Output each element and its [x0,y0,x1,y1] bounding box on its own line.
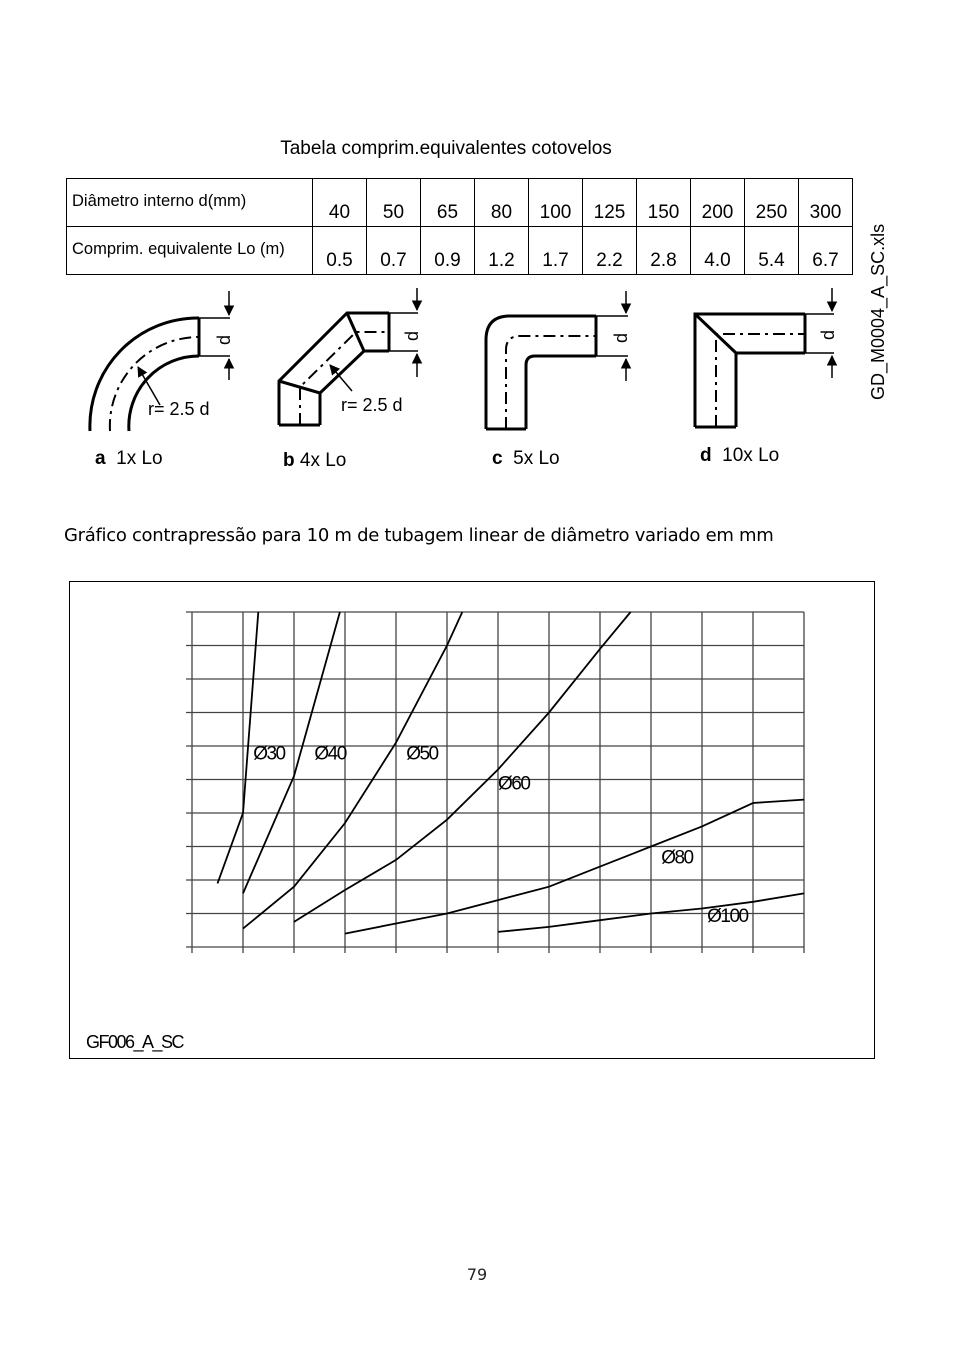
diameter-cell: 40 [313,179,367,227]
diameter-cell: 50 [367,179,421,227]
elbow-c-text: 5x Lo [513,448,560,469]
series-label: Ø30 [253,743,285,765]
table-title: Tabela comprim.equivalentes cotovelos [280,138,612,159]
chart-heading: Gráfico contrapressão para 10 m de tubagem linear de diâmetro variado em mm [64,525,774,546]
elbow-c-dim-label: d [611,332,631,343]
series-label: Ø100 [707,905,748,927]
elbow-a-text: 1x Lo [116,448,163,469]
length-cell: 0.7 [367,227,421,275]
elbow-d-letter: d [700,445,712,466]
diameter-cell: 80 [475,179,529,227]
document-code-text: GD_M0004_A_SC.xls [868,223,888,400]
elbow-a-dim-label: d [214,334,234,345]
series-line [243,612,462,929]
series-label: Ø80 [661,847,693,869]
series-label: Ø40 [314,743,346,765]
elbow-a-radius-label: r= 2.5 d [148,399,210,419]
length-cell: 5.4 [745,227,799,275]
diameter-row-label: Diâmetro interno d(mm) [67,179,313,227]
length-cell: 0.9 [421,227,475,275]
series-label: Ø60 [498,773,530,795]
series-label: Ø50 [406,743,438,765]
diameter-cell: 125 [583,179,637,227]
diameter-cell: 300 [799,179,853,227]
length-cell: 1.2 [475,227,529,275]
elbow-a-letter: a [95,448,106,469]
chart-code: GF006_A_SC [86,1032,184,1052]
diameter-cell: 250 [745,179,799,227]
length-cell: 1.7 [529,227,583,275]
length-cell: 4.0 [691,227,745,275]
length-cell: 2.8 [637,227,691,275]
elbow-b-text: 4x Lo [299,450,347,471]
diameter-cell: 150 [637,179,691,227]
elbow-d-text: 10x Lo [722,445,780,466]
elbow-d-dim-label: d [818,329,838,340]
diameter-cell: 65 [421,179,475,227]
length-row-label: Comprim. equivalente Lo (m) [67,227,313,275]
length-cell: 2.2 [583,227,637,275]
elbow-b-dim-label: d [402,330,422,341]
elbow-b-letter: b [283,450,295,471]
elbow-b-radius-label: r= 2.5 d [341,395,403,415]
length-cell: 6.7 [799,227,853,275]
page-number: 79 [466,1265,488,1284]
series-line [218,612,259,883]
diameter-cell: 200 [691,179,745,227]
length-cell: 0.5 [313,227,367,275]
elbow-c-letter: c [492,448,503,469]
diameter-cell: 100 [529,179,583,227]
